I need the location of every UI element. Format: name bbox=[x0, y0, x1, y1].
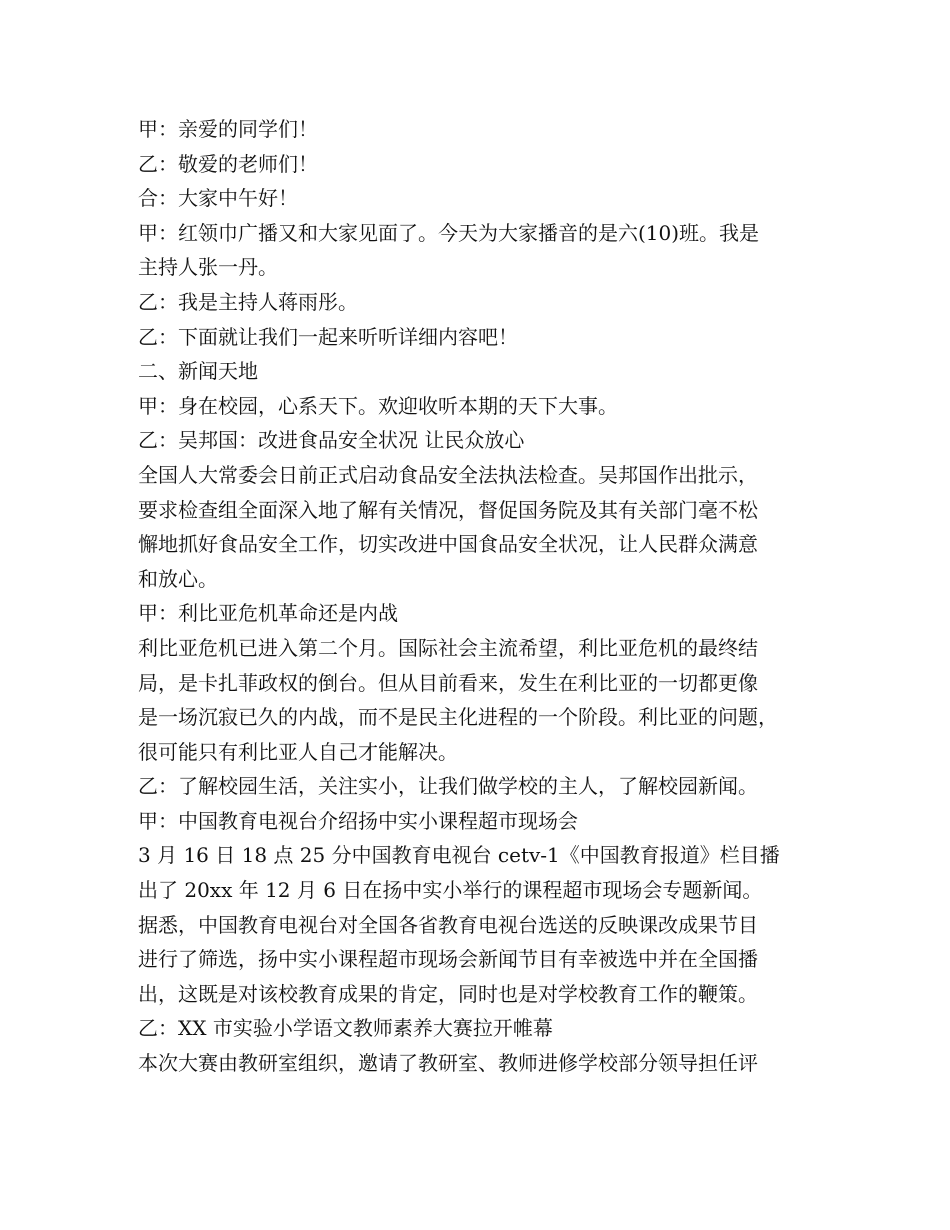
text-line: 出了 20xx 年 12 月 6 日在扬中实小举行的课程超市现场会专题新闻。 bbox=[138, 878, 763, 903]
text-line: 懈地抓好食品安全工作，切实改进中国食品安全状况，让人民群众满意 bbox=[138, 532, 758, 557]
text-line: 据悉，中国教育电视台对全国各省教育电视台选送的反映课改成果节目 bbox=[138, 912, 758, 937]
news-headline: 乙：吴邦国：改进食品安全状况 让民众放心 bbox=[138, 428, 525, 453]
news-headline: 甲：利比亚危机革命还是内战 bbox=[138, 601, 398, 626]
text-line: 很可能只有利比亚人自己才能解决。 bbox=[138, 739, 458, 764]
text-line: 甲：红领巾广播又和大家见面了。今天为大家播音的是六(10)班。我是 bbox=[138, 220, 760, 245]
text-line: 本次大赛由教研室组织，邀请了教研室、教师进修学校部分领导担任评 bbox=[138, 1051, 758, 1076]
text-line: 要求检查组全面深入地了解有关情况，督促国务院及其有关部门毫不松 bbox=[138, 497, 758, 522]
text-line: 局，是卡扎菲政权的倒台。但从目前看来，发生在利比亚的一切都更像 bbox=[138, 670, 758, 695]
text-line: 3 月 16 日 18 点 25 分中国教育电视台 cetv-1《中国教育报道》栏目播 bbox=[138, 843, 780, 868]
text-line: 乙：敬爱的老师们！ bbox=[138, 151, 318, 176]
text-line: 合：大家中午好！ bbox=[138, 186, 298, 211]
text-line: 全国人大常委会日前正式启动食品安全法执法检查。吴邦国作出批示， bbox=[138, 462, 758, 487]
text-line: 利比亚危机已进入第二个月。国际社会主流希望，利比亚危机的最终结 bbox=[138, 635, 758, 660]
text-line: 和放心。 bbox=[138, 566, 218, 591]
text-line: 乙：我是主持人蒋雨彤。 bbox=[138, 289, 358, 314]
text-line: 甲：亲爱的同学们！ bbox=[138, 117, 318, 141]
news-headline: 甲：中国教育电视台介绍扬中实小课程超市现场会 bbox=[138, 808, 578, 833]
section-heading: 二、新闻天地 bbox=[138, 359, 258, 384]
text-line: 进行了筛选，扬中实小课程超市现场会新闻节目有幸被选中并在全国播 bbox=[138, 947, 758, 972]
text-line: 主持人张一丹。 bbox=[138, 255, 278, 280]
text-line: 甲：身在校园，心系天下。欢迎收听本期的天下大事。 bbox=[138, 393, 618, 418]
text-line: 乙：下面就让我们一起来听听详细内容吧！ bbox=[138, 324, 518, 349]
text-line: 乙：了解校园生活，关注实小，让我们做学校的主人，了解校园新闻。 bbox=[138, 774, 758, 799]
text-line: 是一场沉寂已久的内战，而不是民主化进程的一个阶段。利比亚的问题， bbox=[138, 705, 778, 730]
document-body bbox=[138, 112, 828, 1081]
news-headline: 乙：XX 市实验小学语文教师素养大赛拉开帷幕 bbox=[138, 1016, 553, 1041]
text-line: 出，这既是对该校教育成果的肯定，同时也是对学校教育工作的鞭策。 bbox=[138, 981, 758, 1006]
